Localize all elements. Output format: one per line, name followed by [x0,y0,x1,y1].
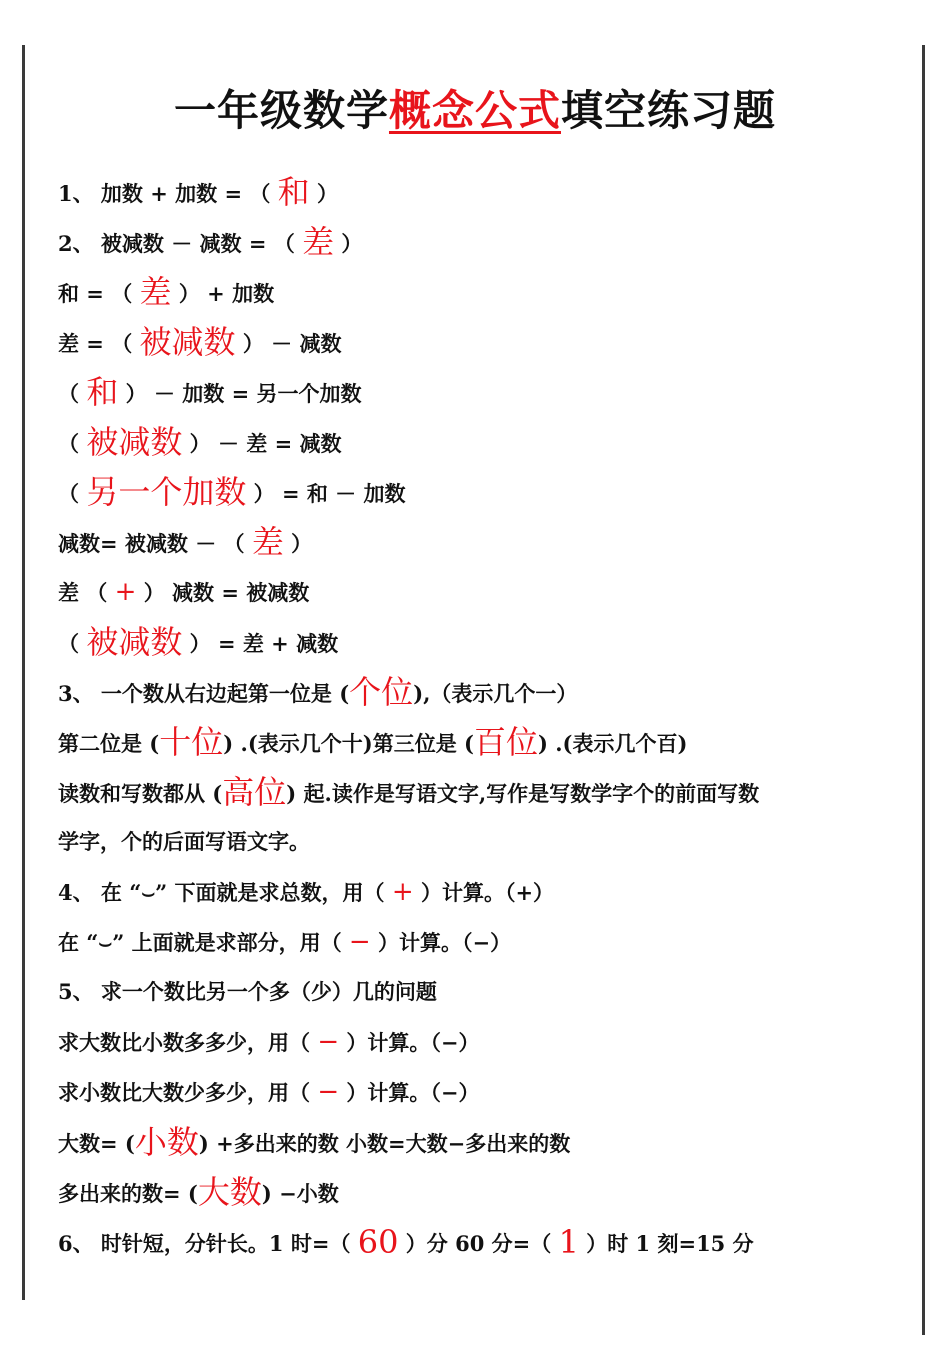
line-text: ) −小数 [261,1181,339,1206]
line-big-number [58,1117,570,1167]
answer: 差 [302,223,335,261]
line-text: ） [341,231,363,256]
line-text: ) .(表示几个十)第三位是 ( [223,731,474,756]
line-text: ）分 60 分=（ [405,1231,552,1256]
line-text: 减数= 被减数 － （ [58,531,245,556]
line-bigger-more [58,1017,480,1067]
answer: 差 [251,523,284,561]
page-title [0,78,950,138]
line-text: ）计算。（−） [346,1030,480,1055]
line-text: ） [291,531,313,556]
line-1-sum-rule [58,167,338,217]
line-2-difference-rule [58,217,362,267]
answer: − [317,1027,340,1057]
line-text: 和 = （ [58,281,133,306]
line-extra [58,1167,339,1217]
answer: 60 [357,1223,399,1261]
line-text: 2、 被减数 － 减数 = （ [58,231,295,256]
title-part-3: 填空练习题 [561,86,777,135]
line-tens-hundreds [58,717,687,767]
line-text: （ [58,381,79,406]
line-minuend-result [58,617,338,667]
line-text: 求大数比小数多多少，用（ [58,1030,310,1055]
line-text: ） [317,181,338,206]
line-text: 大数= ( [58,1131,135,1156]
line-text: ） = 和 － 加数 [253,481,406,506]
line-text: 求小数比大数少多少，用（ [58,1080,310,1105]
answer: 被减数 [139,323,236,361]
line-text: ）时 1 刻=15 分 [586,1231,754,1256]
right-border-line [922,45,925,1335]
line-text: 多出来的数= ( [58,1181,198,1206]
line-sum-formula [58,267,274,317]
line-text: 学字，个的后面写语文字。 [58,829,310,854]
answer: 十位 [159,723,224,761]
answer: 和 [277,173,310,211]
line-minuend-formula [58,567,309,617]
line-text: ）计算。（−） [346,1080,480,1105]
title-part-1: 一年级数学 [173,86,389,135]
answer: − [348,927,371,957]
line-read-write [58,767,759,817]
line-text: 第二位是 ( [58,731,160,756]
line-read-write-cont [58,817,310,867]
line-other-addend [58,367,361,417]
line-text: ),（表示几个一） [413,681,578,706]
line-part [58,917,511,967]
line-text: ) 起.读作是写语文字,写作是写数学字个的前面写数 [286,781,760,806]
line-text: 读数和写数都从 ( [58,781,223,806]
line-text: ）计算。（+） [420,880,555,905]
line-text: 3、 一个数从右边起第一位是 ( [58,681,350,706]
line-text: ） + 加数 [178,281,275,306]
answer: 被减数 [86,423,183,461]
line-text: ） － 减数 [242,331,342,356]
line-text: 在 “⌣” 上面就是求部分，用（ [58,930,342,955]
line-text: ) +多出来的数 小数=大数−多出来的数 [198,1131,571,1156]
line-text: ） － 差 = 减数 [189,431,342,456]
line-text: 6、 时针短，分针长。1 时=（ [58,1231,351,1256]
line-6-time [58,1217,754,1267]
line-text: 1、 加数 + 加数 = （ [58,181,271,206]
line-text: 差 = （ [58,331,133,356]
line-difference-formula [58,317,341,367]
answer: 大数 [197,1173,262,1211]
line-text: ） － 加数 = 另一个加数 [125,381,362,406]
line-text: ) .(表示几个百) [537,731,688,756]
answer: + [114,577,137,607]
line-text: （ [58,631,79,656]
answer: 和 [86,373,119,411]
answer: 个位 [349,673,414,711]
answer: 1 [558,1223,579,1261]
line-text: 差 （ [58,580,108,605]
line-text: ） = 差 + 减数 [189,631,339,656]
title-highlight: 概念公式 [388,86,561,135]
line-text: （ [58,431,79,456]
answer: + [391,877,414,907]
line-text: 5、 求一个数比另一个多（少）几的问题 [58,979,437,1004]
line-smaller-less [58,1067,480,1117]
answer: 小数 [134,1123,199,1161]
line-5-compare [58,967,437,1017]
answer: 高位 [222,773,287,811]
answer: 差 [139,273,172,311]
line-text: ） 减数 = 被减数 [143,580,310,605]
answer: 被减数 [86,623,183,661]
line-addend-formula [58,467,405,517]
line-3-place-value [58,667,577,717]
answer: 另一个加数 [86,473,247,511]
line-subtrahend [58,417,341,467]
line-subtrahend-formula [58,517,312,567]
line-text: 4、 在 “⌣” 下面就是求总数，用（ [58,880,385,905]
answer: − [317,1077,340,1107]
left-border-line [22,45,25,1300]
line-4-total [58,867,554,917]
line-text: ）计算。（−） [378,930,512,955]
line-text: （ [58,481,79,506]
answer: 百位 [473,723,538,761]
